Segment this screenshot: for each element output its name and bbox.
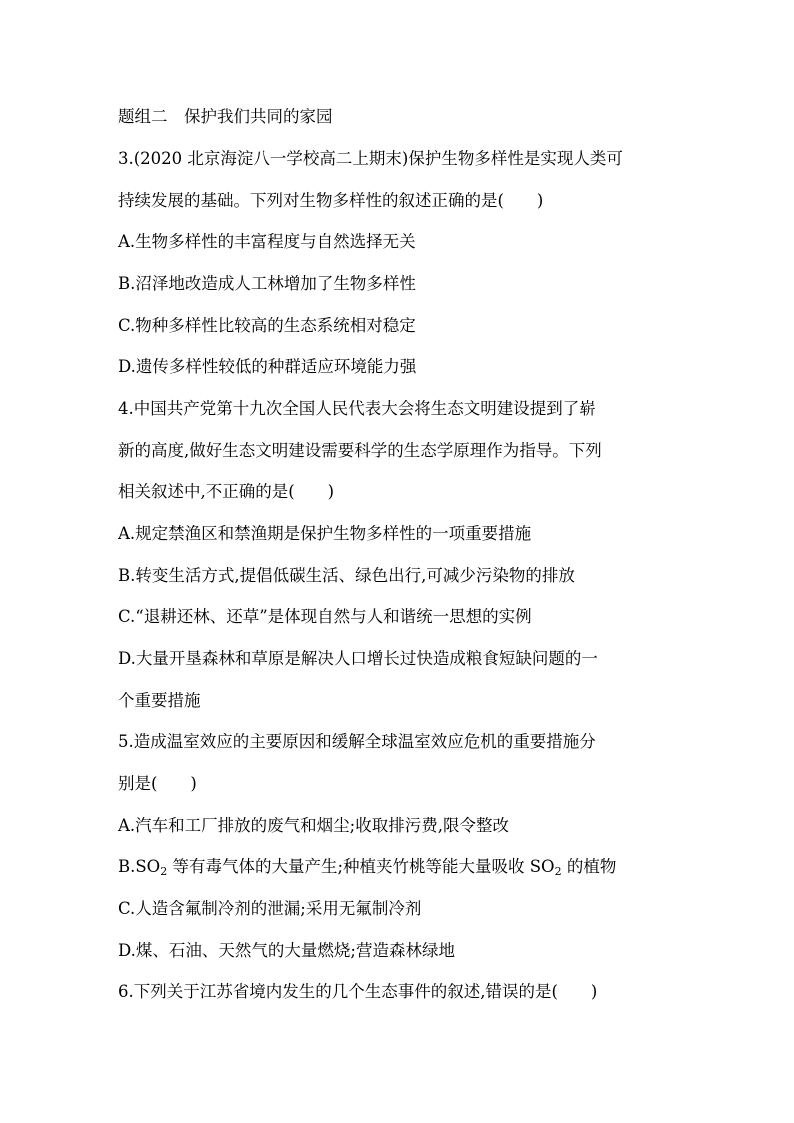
- question-3-stem-line-1: 3.(2020 北京海淀八一学校高二上期末)保护生物多样性是实现人类可: [118, 149, 623, 168]
- question-5-option-c: C.人造含氟制冷剂的泄漏;采用无氟制冷剂: [118, 899, 422, 918]
- subscript-2: 2: [554, 865, 562, 878]
- question-4-option-d-line-1: D.大量开垦森林和草原是解决人口增长过快造成粮食短缺问题的一: [118, 649, 598, 668]
- question-4-stem-line-2: 新的高度,做好生态文明建设需要科学的生态学原理作为指导。下列: [118, 441, 602, 460]
- question-4-option-a: A.规定禁渔区和禁渔期是保护生物多样性的一项重要措施: [118, 524, 532, 543]
- question-5-option-d: D.煤、石油、天然气的大量燃烧;营造森林绿地: [118, 941, 455, 960]
- question-4-option-d-line-2: 个重要措施: [118, 691, 201, 710]
- option-b-text-1: B.SO: [118, 857, 161, 876]
- subscript-2: 2: [160, 865, 168, 878]
- question-4-option-c: C.“退耕还林、还草”是体现自然与人和谐统一思想的实例: [118, 607, 532, 626]
- question-3-option-b: B.沼泽地改造成人工林增加了生物多样性: [118, 274, 416, 293]
- question-4-stem-line-1: 4.中国共产党第十九次全国人民代表大会将生态文明建设提到了崭: [118, 399, 596, 418]
- section-title: 题组二 保护我们共同的家园: [118, 107, 333, 126]
- question-4-option-b: B.转变生活方式,提倡低碳生活、绿色出行,可减少污染物的排放: [118, 566, 575, 585]
- question-4-stem-line-3: 相关叙述中,不正确的是( ): [118, 482, 335, 501]
- question-6-stem-line-1: 6.下列关于江苏省境内发生的几个生态事件的叙述,错误的是( ): [118, 982, 598, 1001]
- option-b-text-3: 的植物: [566, 857, 617, 876]
- option-b-text-2: 等有毒气体的大量产生;种植夹竹桃等能大量吸收 SO: [172, 857, 555, 876]
- question-3-stem-line-2: 持续发展的基础。下列对生物多样性的叙述正确的是( ): [118, 191, 544, 210]
- question-5-option-b: [118, 856, 616, 878]
- question-5-option-a: A.汽车和工厂排放的废气和烟尘;收取排污费,限令整改: [118, 816, 509, 835]
- question-3-option-a: A.生物多样性的丰富程度与自然选择无关: [118, 232, 416, 251]
- question-3-option-d: D.遗传多样性较低的种群适应环境能力强: [118, 357, 417, 376]
- question-5-stem-line-1: 5.造成温室效应的主要原因和缓解全球温室效应危机的重要措施分: [118, 732, 596, 751]
- question-3-option-c: C.物种多样性比较高的生态系统相对稳定: [118, 316, 416, 335]
- question-5-stem-line-2: 别是( ): [118, 774, 197, 793]
